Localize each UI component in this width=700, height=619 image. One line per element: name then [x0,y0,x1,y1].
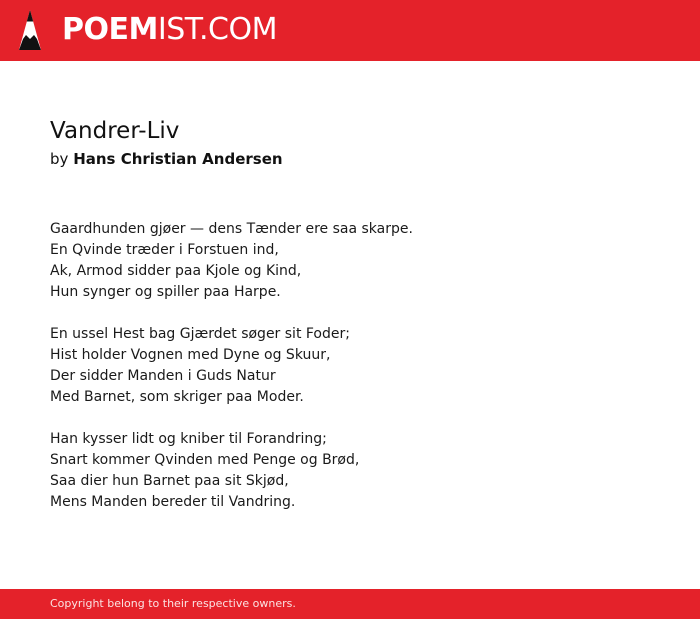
poem-line: Hist holder Vognen med Dyne og Skuur, [50,347,331,363]
poem-author[interactable]: Hans Christian Andersen [73,150,283,168]
site-logo[interactable] [62,12,277,48]
stanza [50,429,670,513]
by-label: by [50,150,69,168]
poem-line: Snart kommer Qvinden med Penge og Brød, [50,452,360,468]
poem-line: Han kysser lidt og kniber til Forandring; [50,431,327,447]
poem-line: Mens Manden bereder til Vandring. [50,494,296,510]
site-footer [0,589,700,619]
poem-byline [50,149,283,169]
poem-line: En ussel Hest bag Gjærdet søger sit Foder; [50,326,350,342]
poem-line: Der sidder Manden i Guds Natur [50,368,276,384]
stanza [50,219,670,303]
logo-light-text: IST.COM [157,12,277,47]
stanza [50,324,670,408]
poem-line: En Qvinde træder i Forstuen ind, [50,242,279,258]
poem-line: Med Barnet, som skriger paa Moder. [50,389,304,405]
poem-line: Gaardhunden gjøer — dens Tænder ere saa skarpe. [50,221,413,237]
site-header [0,0,700,61]
pencil-icon[interactable] [18,9,42,51]
poem-body [50,219,670,534]
logo-bold-text: POEM [62,12,158,47]
poem-line: Hun synger og spiller paa Harpe. [50,284,281,300]
poem-line: Ak, Armod sidder paa Kjole og Kind, [50,263,302,279]
poem-title: Vandrer-Liv [50,118,180,144]
poem-line: Saa dier hun Barnet paa sit Skjød, [50,473,289,489]
copyright-notice: Copyright belong to their respective owners. [50,597,296,610]
